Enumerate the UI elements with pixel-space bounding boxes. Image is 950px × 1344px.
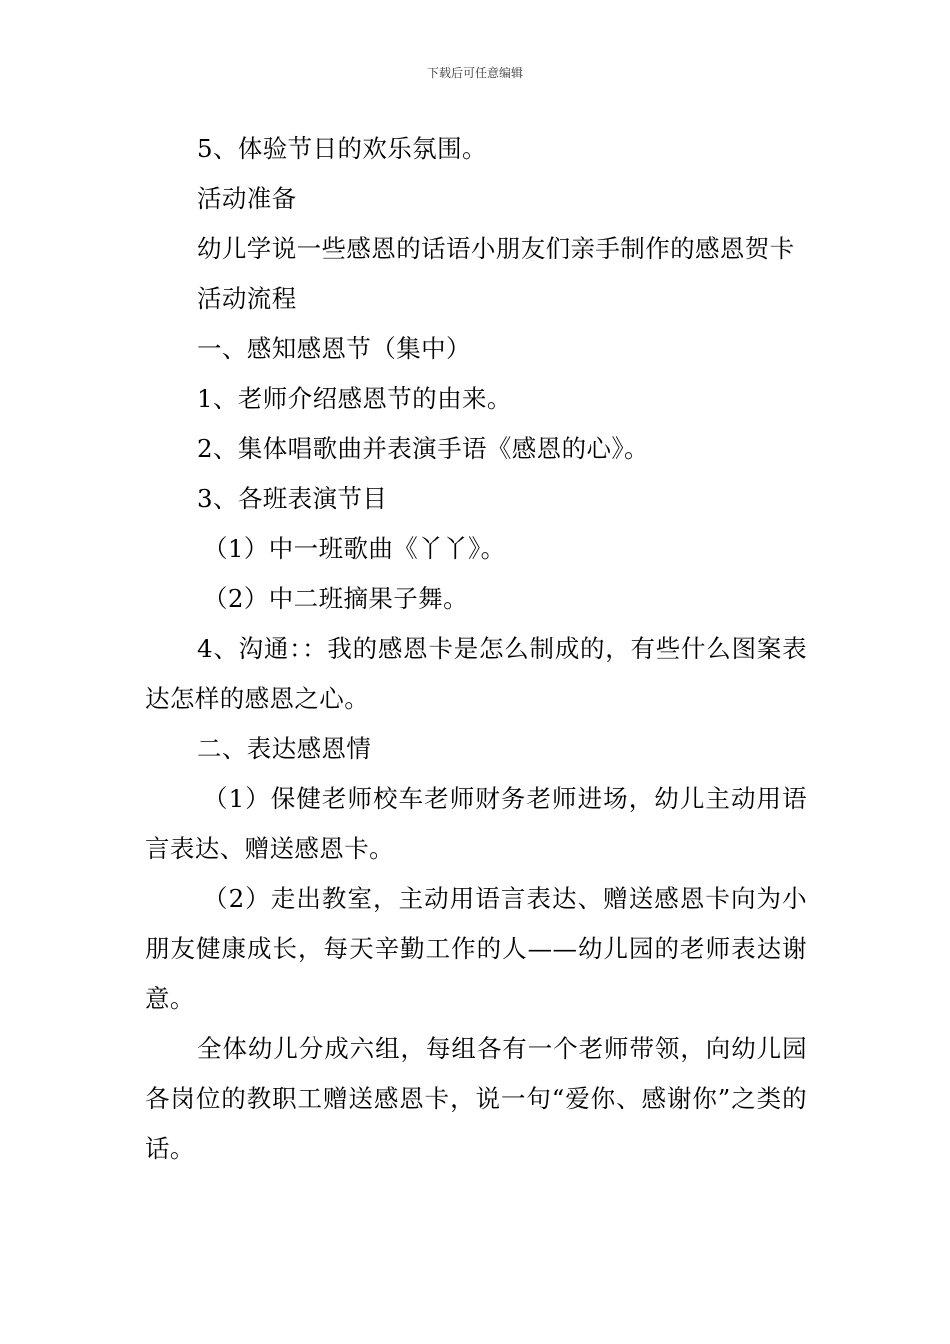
paragraph-section-2-item-2: （2）走出教室，主动用语言表达、赠送感恩卡向为小朋友健康成长，每天辛勤工作的人——幼儿园的老师表达谢意。 xyxy=(145,884,807,1013)
paragraph-step-4: 4、沟通：：我的感恩卡是怎么制成的，有些什么图案表达怎样的感恩之心。 xyxy=(145,634,807,713)
heading-activity-process: 活动流程 xyxy=(197,284,297,313)
paragraph-goal-5: 5、体验节日的欢乐氛围。 xyxy=(197,134,487,163)
page-header-note: 下载后可任意编辑 xyxy=(426,66,523,80)
heading-activity-preparation: 活动准备 xyxy=(197,184,297,213)
heading-section-2: 二、表达感恩情 xyxy=(197,734,372,763)
paragraph-preparation: 幼儿学说一些感恩的话语小朋友们亲手制作的感恩贺卡 xyxy=(197,234,795,263)
heading-section-1: 一、感知感恩节（集中） xyxy=(197,334,471,363)
paragraph-step-1: 1、老师介绍感恩节的由来。 xyxy=(197,384,512,413)
paragraph-section-2-item-1: （1）保健老师校车老师财务老师进场，幼儿主动用语言表达、赠送感恩卡。 xyxy=(145,784,807,863)
paragraph-step-3-item-1: （1）中一班歌曲《丫丫》。 xyxy=(203,534,506,563)
paragraph-step-2: 2、集体唱歌曲并表演手语《感恩的心》。 xyxy=(197,434,649,463)
paragraph-groups: 全体幼儿分成六组，每组各有一个老师带领，向幼儿园各岗位的教职工赠送感恩卡，说一句“爱你、感谢你”之类的话。 xyxy=(145,1034,807,1163)
paragraph-step-3-item-2: （2）中二班摘果子舞。 xyxy=(203,584,468,613)
paragraph-step-3: 3、各班表演节目 xyxy=(197,484,388,513)
document-body xyxy=(145,124,807,1174)
